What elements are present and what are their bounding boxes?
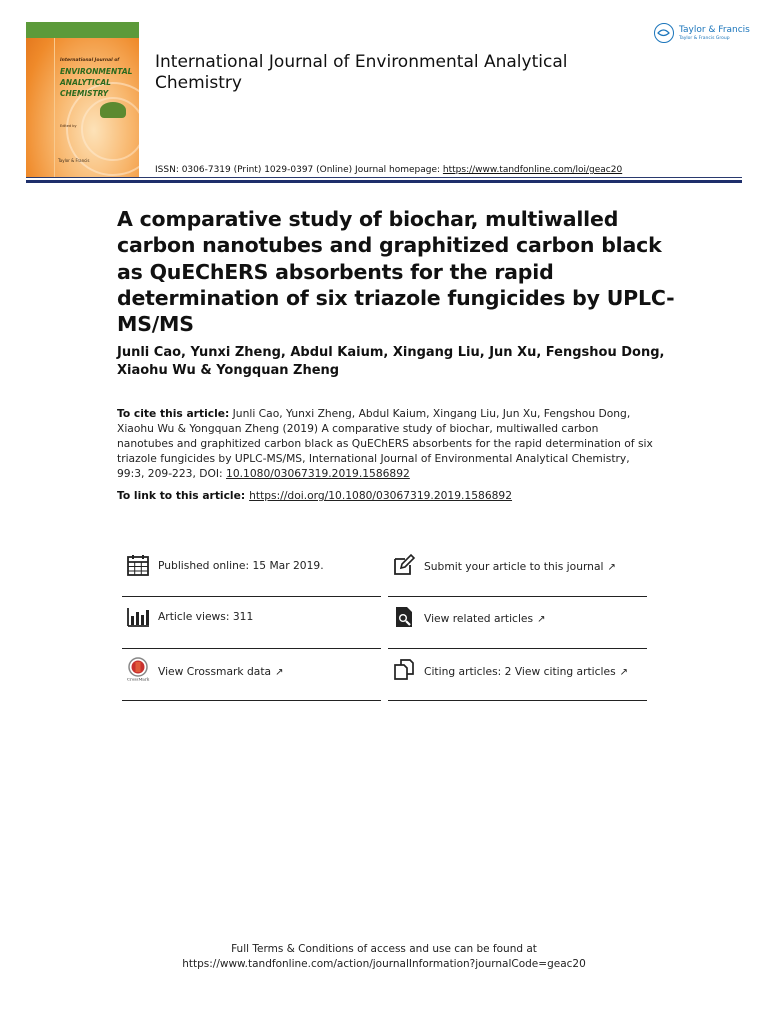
cover-side-panel (26, 38, 55, 177)
header-divider-thin (26, 177, 742, 178)
publisher-logo-icon (654, 23, 674, 43)
crossmark-icon (126, 657, 150, 681)
publisher-logo-name: Taylor & Francis (679, 25, 750, 35)
footer-terms-link[interactable]: https://www.tandfonline.com/action/journalInformation?journalCode=geac20 (182, 958, 586, 970)
cover-publisher: Taylor & Francis (58, 158, 90, 163)
article-views-text: Article views: 311 (158, 610, 254, 623)
article-doi-link[interactable]: https://doi.org/10.1080/03067319.2019.1586892 (249, 489, 513, 502)
edit-icon (392, 553, 416, 577)
crossmark-link[interactable] (158, 665, 283, 678)
article-link-label: To link to this article: (117, 489, 246, 502)
citation-text: Junli Cao, Yunxi Zheng, Abdul Kaium, Xingang Liu, Jun Xu, Fengshou Dong, Xiaohu Wu & Yongquan Zheng (2019) A comparative study of biochar, multiwalled carbon nanotubes and graphitized carbon black as QuEChERS absorbents for the rapid determination of six triazole fungicides by UPLC-MS/MS, International Journal of Environmental Analytical Chemistry, 99:3, 209-223, DOI: (117, 407, 653, 480)
publisher-logo-group: Taylor & Francis Group (679, 36, 730, 41)
related-articles-item[interactable] (388, 597, 647, 649)
submit-article-link[interactable] (424, 560, 616, 573)
journal-homepage-link[interactable]: https://www.tandfonline.com/loi/geac20 (442, 165, 623, 175)
journal-title[interactable]: International Journal of Environmental Analytical Chemistry (155, 52, 568, 93)
calendar-icon (126, 553, 150, 577)
citation-doi-link[interactable]: 10.1080/03067319.2019.1586892 (226, 467, 410, 480)
cover-subtitle: International Journal of (60, 58, 120, 63)
cover-title-line-2: ANALYTICAL (60, 78, 111, 87)
article-link-line (117, 489, 512, 502)
related-articles-label: View related articles (424, 612, 534, 625)
footer-terms (0, 942, 768, 972)
citing-documents-icon (392, 657, 416, 681)
citation-label: To cite this article: (117, 407, 230, 420)
article-authors: Junli Cao, Yunxi Zheng, Abdul Kaium, Xingang Liu, Jun Xu, Fengshou Dong, Xiaohu Wu & Yongquan Zheng (117, 345, 665, 378)
related-articles-link[interactable] (424, 612, 545, 625)
cover-title-line-3: CHEMISTRY (60, 89, 109, 98)
article-views-item (122, 597, 381, 649)
crossmark-item[interactable] (122, 649, 381, 701)
article-title: A comparative study of biochar, multiwalled carbon nanotubes and graphitized carbon black as QuEChERS absorbents for the rapid determination of six triazole fungicides by UPLC-MS/MS (117, 207, 675, 337)
submit-article-item[interactable] (388, 545, 647, 597)
citing-articles-link[interactable] (424, 665, 628, 678)
document-search-icon (392, 605, 416, 629)
header-divider-thick (26, 180, 742, 183)
issn-text: ISSN: 0306-7319 (Print) 1029-0397 (Online) Journal homepage: (155, 165, 443, 175)
citing-articles-item[interactable] (388, 649, 647, 701)
crossmark-label-text: View Crossmark data (158, 665, 272, 678)
cover-title-line-1: ENVIRONMENTAL (60, 67, 133, 76)
issn-line (155, 165, 622, 175)
published-online-text: Published online: 15 Mar 2019. (158, 559, 324, 572)
citing-articles-label: Citing articles: 2 View citing articles (424, 665, 616, 678)
external-link-icon: ↗ (275, 667, 284, 678)
external-link-icon: ↗ (537, 614, 546, 625)
external-link-icon: ↗ (607, 562, 616, 573)
citation-block (117, 406, 657, 481)
journal-cover-image (26, 22, 139, 177)
crossmark-label: CrossMark (126, 676, 150, 681)
taylor-francis-logo[interactable] (654, 22, 750, 48)
bar-chart-icon (126, 605, 150, 629)
cover-top-band (26, 22, 139, 38)
submit-article-label: Submit your article to this journal (424, 560, 604, 573)
published-online-item (122, 545, 381, 597)
footer-line-1: Full Terms & Conditions of access and use can be found at (231, 943, 537, 955)
external-link-icon: ↗ (619, 667, 629, 678)
cover-emblem (100, 102, 126, 118)
cover-editor: Edited by (60, 124, 77, 128)
